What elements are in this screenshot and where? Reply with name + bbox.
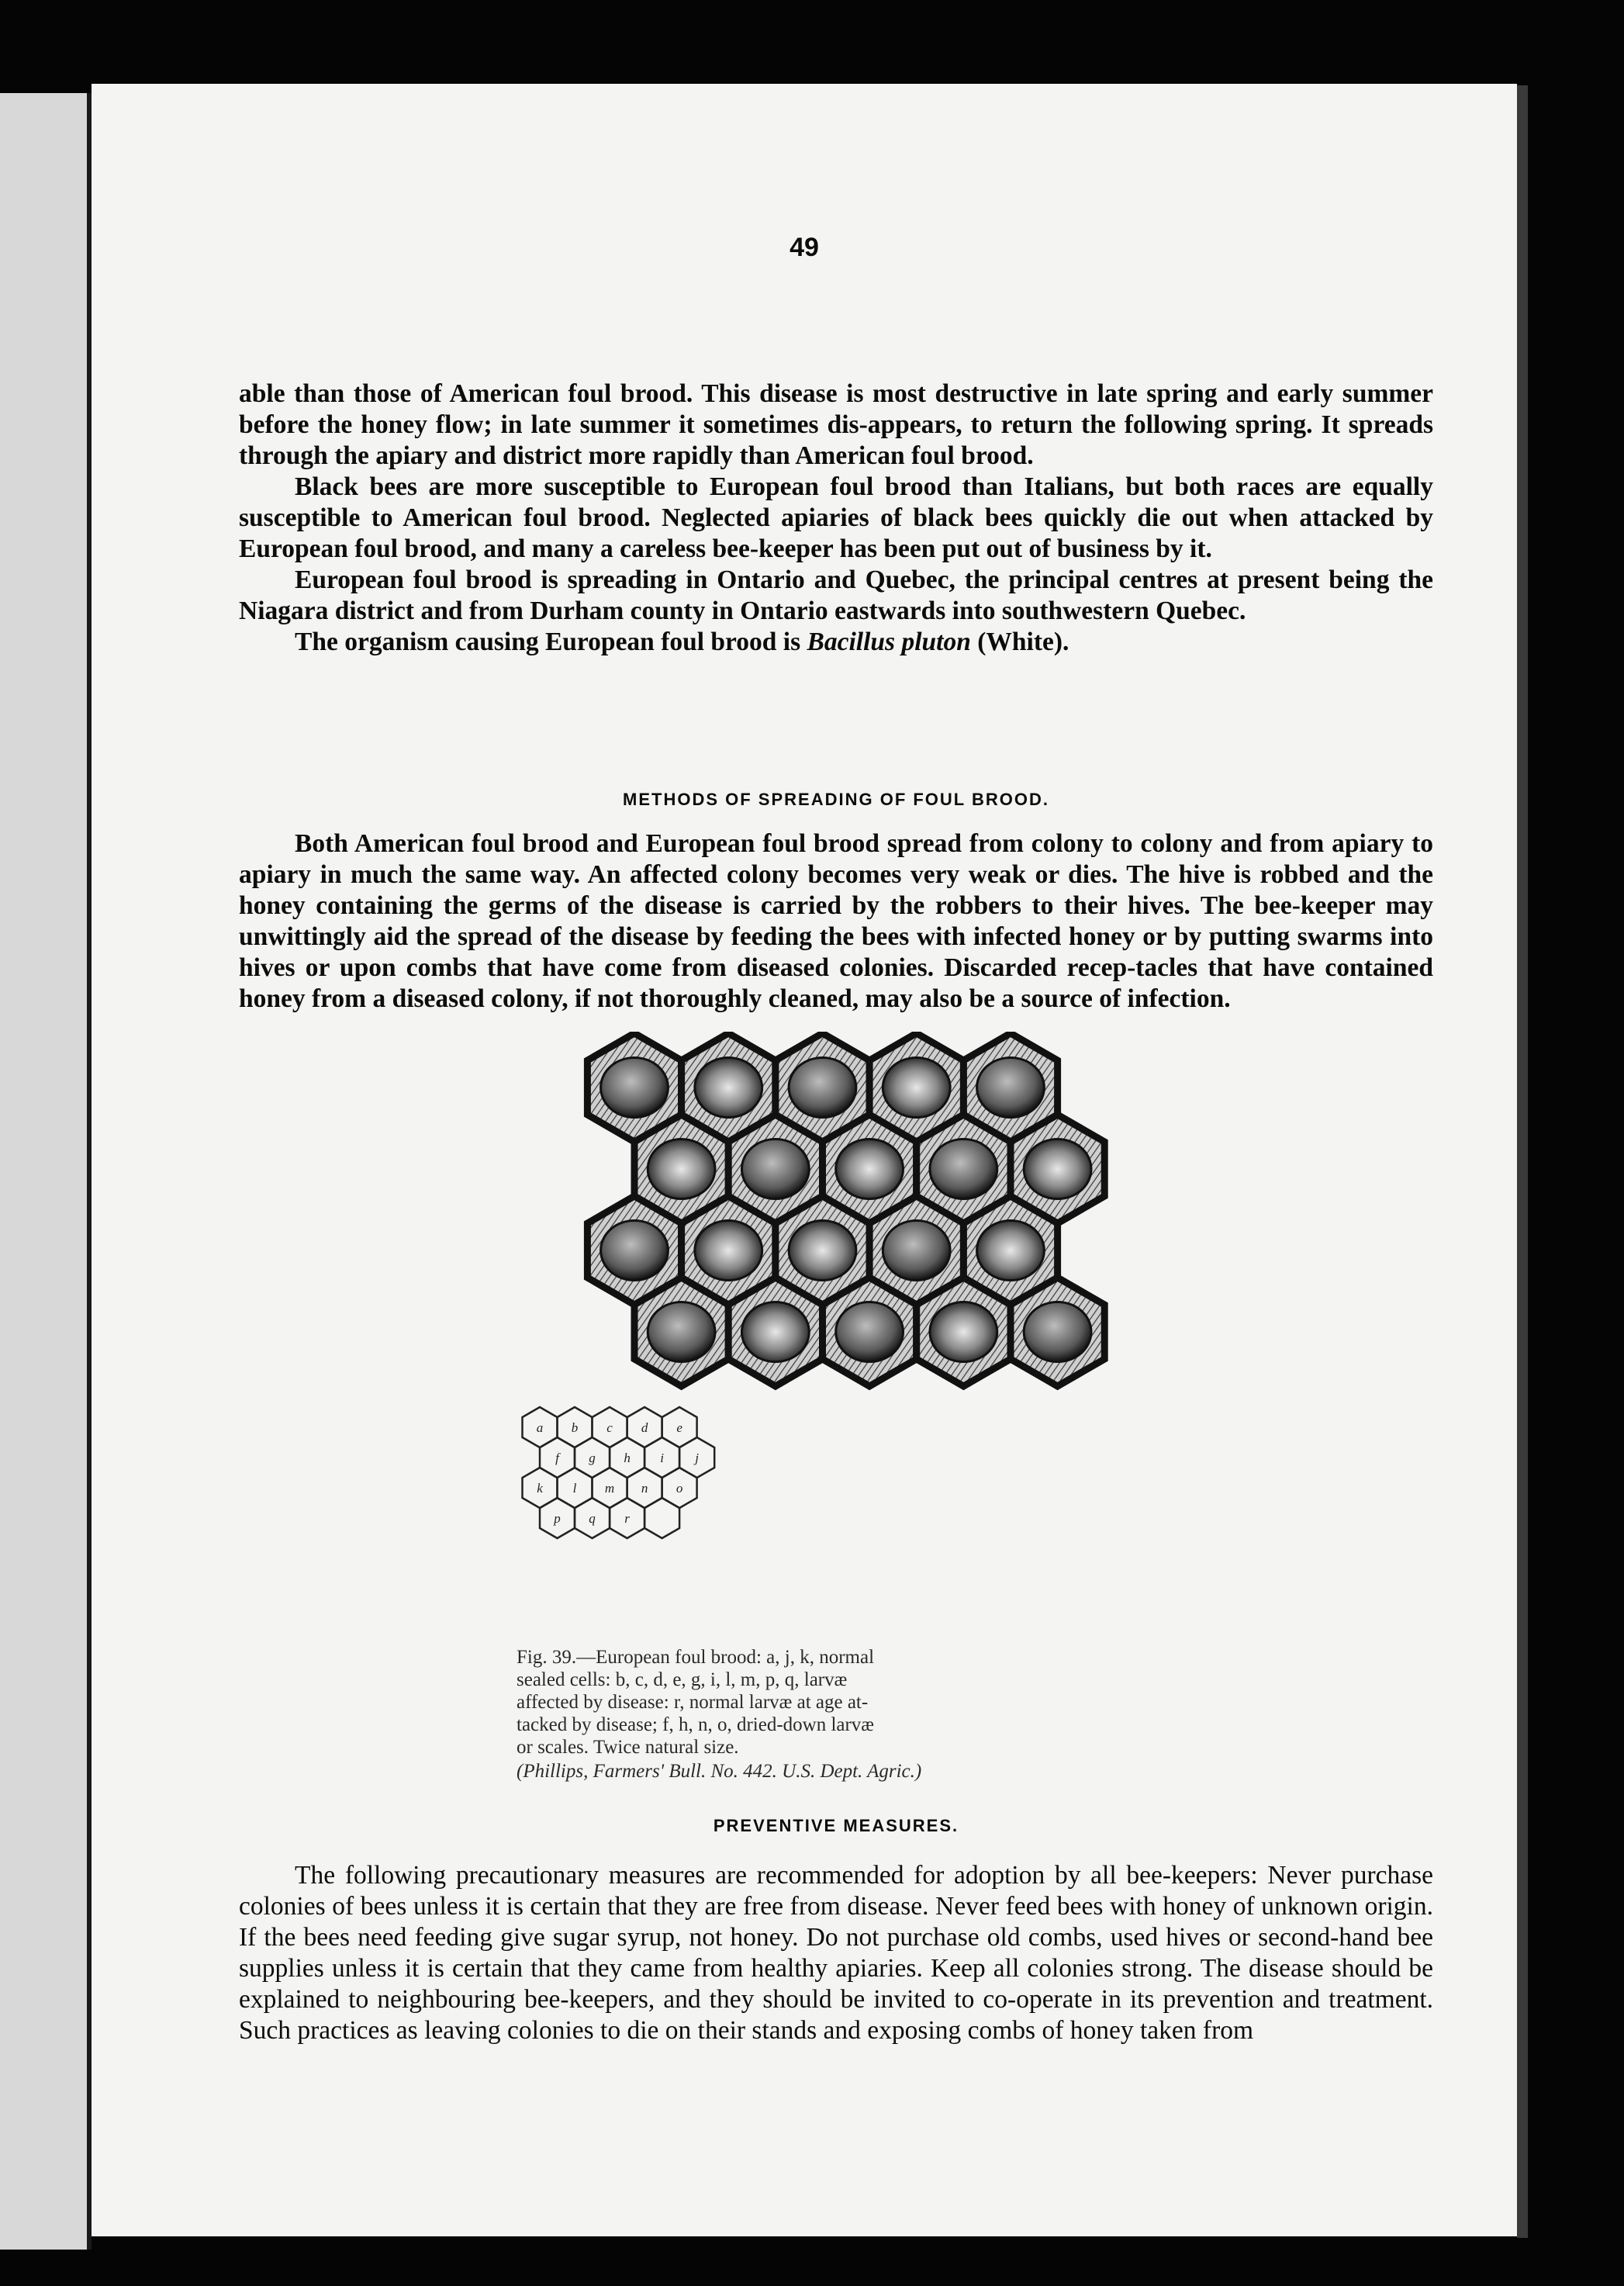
- page-spine-shadow: [1517, 85, 1528, 2238]
- key-letter: d: [641, 1420, 648, 1435]
- larva: [930, 1302, 997, 1362]
- caption-line: sealed cells: b, c, d, e, g, i, l, m, p, q, larvæ: [517, 1669, 848, 1690]
- organism-name: Bacillus pluton: [807, 628, 971, 656]
- key-letter: i: [660, 1451, 664, 1465]
- key-letter: h: [624, 1451, 631, 1465]
- paragraph: The following precautionary measures are recommended for adoption by all bee-keepers: Never purchase colonies of bees unless it is certain that they are free from disease. Never feed bees with honey of unknown origin. If the bees need feeding give sugar syrup, not honey. Do not purchase old combs, used hives or second-hand bee supplies unless it is certain that they came from healthy apiaries. Keep all colonies strong. The disease should be explained to neighbouring bee-keepers, and they should be invited to co-operate in its prevention and treatment. Such practices as leaving colonies to die on their stands and exposing combs of honey taken from: [239, 1861, 1433, 2045]
- text-block-disease-description: [239, 379, 1433, 658]
- key-letter: a: [536, 1420, 544, 1435]
- paragraph: able than those of American foul brood. This disease is most destructive in late spring and early summer before the honey flow; in late summer it sometimes dis-appears, to return the following spring. It spreads through the apiary and district more rapidly than American foul brood.: [239, 379, 1433, 470]
- larva: [836, 1140, 904, 1199]
- key-cell: [644, 1498, 679, 1538]
- figure-caption: [517, 1646, 1168, 1783]
- sealed-cell-cap: [741, 1140, 809, 1199]
- sealed-cell-cap: [1024, 1302, 1091, 1362]
- section-heading-spreading: METHODS OF SPREADING OF FOUL BROOD.: [623, 790, 1049, 809]
- text-run: (White).: [970, 628, 1069, 656]
- caption-line: affected by disease: r, normal larvæ at age at-: [517, 1692, 869, 1713]
- key-letter: o: [676, 1481, 683, 1496]
- key-cells: [523, 1407, 715, 1538]
- larva: [648, 1140, 715, 1199]
- sealed-cell-cap: [977, 1058, 1045, 1118]
- sealed-cell-cap: [601, 1221, 669, 1281]
- key-letter: r: [624, 1511, 630, 1526]
- key-letter: n: [641, 1481, 648, 1496]
- section-heading-preventive: PREVENTIVE MEASURES.: [713, 1816, 959, 1835]
- adjacent-page-edge: [0, 93, 92, 2250]
- sealed-cell-cap: [836, 1302, 904, 1362]
- paragraph-organism: [239, 627, 1433, 658]
- larva: [741, 1302, 809, 1362]
- larva: [789, 1221, 856, 1281]
- key-letter: q: [589, 1511, 596, 1526]
- key-letter: j: [695, 1451, 700, 1465]
- key-letter: f: [555, 1451, 559, 1465]
- sealed-cell-cap: [648, 1302, 715, 1362]
- text-run: The organism causing European foul brood is: [295, 628, 807, 656]
- text-block-preventive: [239, 1860, 1433, 2046]
- sealed-cell-cap: [930, 1140, 997, 1199]
- larva: [1024, 1140, 1091, 1199]
- key-letter: m: [604, 1481, 615, 1496]
- key-letter: e: [676, 1420, 682, 1435]
- key-letter: k: [537, 1481, 543, 1496]
- sealed-cell-cap: [883, 1221, 950, 1281]
- key-letter: b: [571, 1420, 579, 1435]
- caption-line: tacked by disease; f, h, n, o, dried-down larvæ: [517, 1714, 874, 1735]
- larva: [695, 1058, 762, 1118]
- key-letter: c: [606, 1420, 613, 1435]
- paragraph: European foul brood is spreading in Ontario and Quebec, the principal centres at present being the Niagara district and from Durham county in Ontario eastwards into southwestern Quebec.: [239, 565, 1433, 625]
- book-page: [92, 84, 1517, 2236]
- key-letter: p: [554, 1511, 561, 1526]
- page-number: 49: [790, 233, 819, 262]
- larva: [977, 1221, 1045, 1281]
- caption-line: or scales. Twice natural size.: [517, 1737, 739, 1758]
- larva: [695, 1221, 762, 1281]
- sealed-cell-cap: [601, 1058, 669, 1118]
- caption-line: Fig. 39.—European foul brood: a, j, k, normal: [517, 1647, 875, 1668]
- honeycomb-illustration: [582, 1032, 1165, 1423]
- honeycomb-cells: [587, 1033, 1104, 1386]
- key-letter: g: [589, 1451, 596, 1465]
- honeycomb-key-diagram: [517, 1398, 718, 1631]
- paragraph: Black bees are more susceptible to European foul brood than Italians, but both races are equally susceptible to American foul brood. Neglected apiaries of black bees quickly die out when attacked by European foul brood, and many a careless bee-keeper has been put out of business by it.: [239, 472, 1433, 563]
- key-letter: l: [572, 1481, 577, 1496]
- paragraph: Both American foul brood and European foul brood spread from colony to colony and from apiary to apiary in much the same way. An affected colony becomes very weak or dies. The hive is robbed and the honey containing the germs of the disease is carried by the robbers to their hives. The bee-keeper may unwittingly aid the spread of the disease by feeding the bees with infected honey or by putting swarms into hives or upon combs that have come from diseased colonies. Discarded recep-tacles that have contained honey from a diseased colony, if not thoroughly cleaned, may also be a source of infection.: [239, 829, 1433, 1013]
- text-block-spreading: [239, 828, 1433, 1015]
- sealed-cell-cap: [789, 1058, 856, 1118]
- larva: [883, 1058, 950, 1118]
- figure-credit: (Phillips, Farmers' Bull. No. 442. U.S. Dept. Agric.): [517, 1761, 922, 1782]
